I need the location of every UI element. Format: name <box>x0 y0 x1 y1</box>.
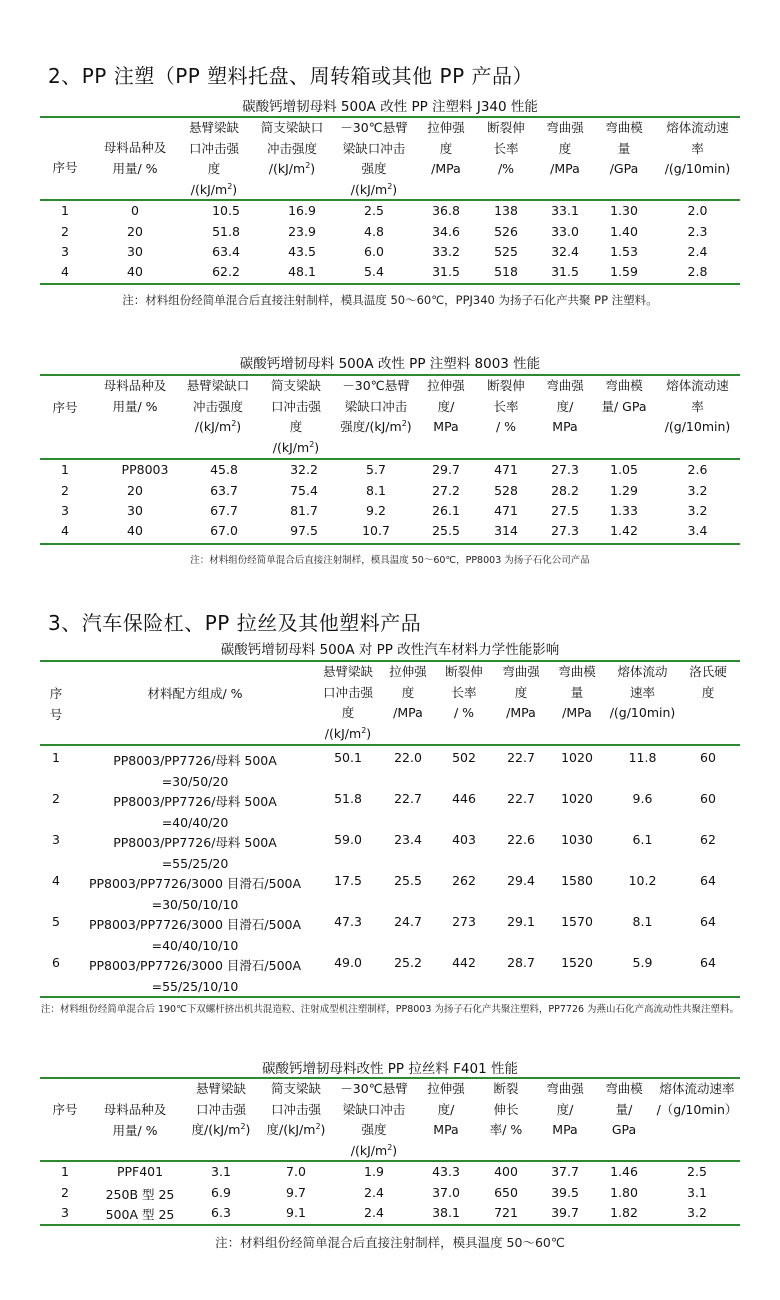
table-mid-rule <box>40 1160 740 1162</box>
header-elongation: 断裂 伸长 率/ % <box>489 1081 523 1137</box>
table-bottom-rule <box>40 283 740 285</box>
header-index: 序号 <box>52 160 78 175</box>
table-caption: 碳酸钙增韧母料 500A 对 PP 改性汽车材料力学性能影响 <box>220 642 560 658</box>
header-index: 序号 <box>52 1102 78 1117</box>
header-mfr: 熔体流动速率 /（g/10min） <box>656 1081 738 1117</box>
header-mfr: 熔体流动 速率 /(g/10min) <box>609 664 676 720</box>
header-flexural: 弯曲强 度 /MPa <box>502 664 540 720</box>
header-modulus: 弯曲模 量/ GPa <box>605 1081 643 1137</box>
table-note: 注：材料组份经简单混合后直接注射制样，模具温度 50～60℃ <box>215 1235 565 1250</box>
header-izod: 悬臂梁缺 口冲击强 度 $/(kJ/m^2)$ <box>322 664 373 741</box>
header-elongation: 断裂伸 长率 /% <box>487 120 525 176</box>
header-tensile: 拉伸强 度 /MPa <box>427 120 465 176</box>
header-formula: 材料配方组成/ % <box>147 686 243 701</box>
table-bottom-rule <box>40 996 740 998</box>
header-index: 序 号 <box>49 686 63 722</box>
header-izod: 悬臂梁缺 口冲击强 度$/(kJ/m^2)$ <box>191 1081 251 1137</box>
header-izod-low-temp: －30℃悬臂 梁缺口冲击 强度 $/(kJ/m^2)$ <box>340 120 408 197</box>
header-flexural: 弯曲强 度/ MPa <box>546 1081 584 1137</box>
header-elongation: 断裂伸 长率 / % <box>487 378 525 434</box>
header-elongation: 断裂伸 长率 / % <box>445 664 483 720</box>
header-charpy: 简支梁缺 口冲击强 度$/(kJ/m^2)$ <box>266 1081 326 1137</box>
header-tensile: 拉伸强 度/ MPa <box>427 378 465 434</box>
header-masterbatch: 母料品种及 用量/ % <box>103 1102 167 1138</box>
table-note: 注：材料组份经简单混合后直接注射制样，模具温度 50～60℃，PPJ340 为扬子石化产共聚 PP 注塑料。 <box>122 293 658 307</box>
table-caption: 碳酸钙增韧母料 500A 改性 PP 注塑料 8003 性能 <box>239 356 541 372</box>
header-izod: 悬臂梁缺 口冲击强 度 $/(kJ/m^2)$ <box>188 120 239 197</box>
header-masterbatch: 母料品种及 用量/ % <box>103 140 167 176</box>
header-izod-low-temp: －30℃悬臂 梁缺口冲击 强度$/(kJ/m^2)$ <box>340 378 412 434</box>
header-charpy: 简支梁缺口 冲击强度 $/(kJ/m^2)$ <box>260 120 324 176</box>
header-mfr: 熔体流动速 率 /(g/10min) <box>664 378 731 434</box>
header-modulus: 弯曲模 量 /GPa <box>605 120 643 176</box>
table-note: 注：材料组份经简单混合后 190℃下双螺杆挤出机共混造粒、注射成型机注塑制样，PP8003 为扬子石化产共聚注塑料，PP7726 为燕山石化产高流动性共聚注塑料。 <box>40 1004 740 1015</box>
table-mid-rule <box>40 744 740 746</box>
table-note: 注：材料组份经简单混合后直接注射制样，模具温度 50～60℃，PP8003 为扬子石化公司产品 <box>190 555 590 566</box>
table-mid-rule <box>40 458 740 460</box>
header-tensile: 拉伸强 度 /MPa <box>389 664 427 720</box>
header-masterbatch: 母料品种及 用量/ % <box>103 378 167 414</box>
table-bottom-rule <box>40 1224 740 1226</box>
header-flexural: 弯曲强 度 /MPa <box>546 120 584 176</box>
header-charpy: 简支梁缺 口冲击强 度 $/(kJ/m^2)$ <box>270 378 321 455</box>
table-caption: 碳酸钙增韧母料 500A 改性 PP 注塑料 J340 性能 <box>242 99 538 115</box>
table-bottom-rule <box>40 543 740 545</box>
table-mid-rule <box>40 199 740 201</box>
header-hardness: 洛氏硬 度 <box>689 664 727 700</box>
table-caption: 碳酸钙增韧母料改性 PP 拉丝料 F401 性能 <box>262 1061 518 1077</box>
header-index: 序号 <box>52 400 78 415</box>
header-modulus: 弯曲模 量/ GPa <box>601 378 647 414</box>
header-flexural: 弯曲强 度/ MPa <box>546 378 584 434</box>
section-2-title: 2、PP 注塑（PP 塑料托盘、周转箱或其他 PP 产品） <box>48 64 534 88</box>
header-tensile: 拉伸强 度/ MPa <box>427 1081 465 1137</box>
header-izod: 悬臂梁缺口 冲击强度 $/(kJ/m^2)$ <box>186 378 250 434</box>
header-modulus: 弯曲模 量 /MPa <box>558 664 596 720</box>
header-izod-low-temp: －30℃悬臂 梁缺口冲击 强度 $/(kJ/m^2)$ <box>340 1081 408 1158</box>
section-3-title: 3、汽车保险杠、PP 拉丝及其他塑料产品 <box>48 611 422 635</box>
header-mfr: 熔体流动速 率 /(g/10min) <box>664 120 731 176</box>
